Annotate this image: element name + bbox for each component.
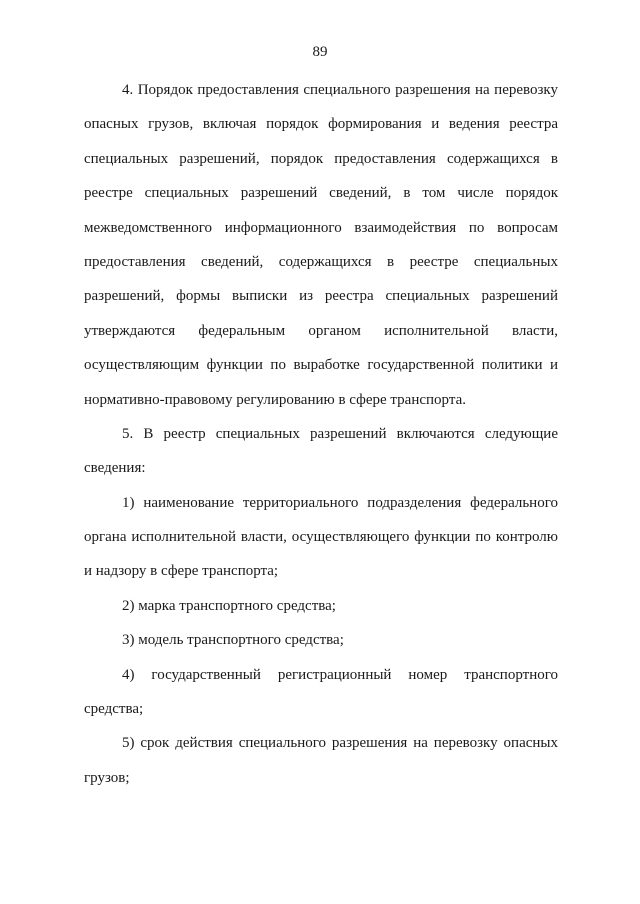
list-item-2 xyxy=(84,593,558,627)
paragraph-line: 1) наименование территориального подразделения федерального xyxy=(122,494,558,511)
paragraph-line: 4. Порядок предоставления специального разрешения на перевозку xyxy=(122,82,558,98)
paragraph-line: 2) марка транспортного средства; xyxy=(122,597,336,614)
list-item-1 xyxy=(84,490,558,593)
list-item-3 xyxy=(84,627,558,661)
paragraph-line: средства; xyxy=(84,701,144,718)
paragraph-line: и надзору в сфере транспорта; xyxy=(84,563,279,580)
paragraph-line: реестре специальных разрешений сведений, в том числе порядок xyxy=(84,185,558,202)
list-item-5 xyxy=(84,730,558,799)
paragraph-4 xyxy=(84,77,558,421)
paragraph-line: осуществляющим функции по выработке государственной политики и xyxy=(84,357,558,374)
paragraph-line: 5. В реестр специальных разрешений включаются следующие xyxy=(122,425,558,442)
list-item-4 xyxy=(84,662,558,731)
page-number: 89 xyxy=(312,44,328,60)
paragraph-line: опасных грузов, включая порядок формирования и ведения реестра xyxy=(84,116,558,133)
paragraph-line: межведомственного информационного взаимодействия по вопросам xyxy=(84,219,558,236)
paragraph-line: специальных разрешений, порядок предоставления содержащихся в xyxy=(84,150,558,167)
paragraph-line: разрешений, формы выписки из реестра специальных разрешений xyxy=(84,288,558,305)
document-body xyxy=(84,77,558,799)
paragraph-line: утверждаются федеральным органом исполнительной власти, xyxy=(84,322,558,339)
paragraph-line: предоставления сведений, содержащихся в реестре специальных xyxy=(84,253,558,270)
paragraph-line: сведения: xyxy=(84,460,146,477)
paragraph-line: нормативно-правовому регулированию в сфере транспорта. xyxy=(84,391,466,408)
paragraph-line: органа исполнительной власти, осуществляющего функции по контролю xyxy=(84,529,558,546)
paragraph-5 xyxy=(84,421,558,490)
paragraph-line: 4) государственный регистрационный номер транспортного xyxy=(122,666,558,683)
paragraph-line: 3) модель транспортного средства; xyxy=(122,632,344,649)
paragraph-line: грузов; xyxy=(84,769,130,786)
paragraph-line: 5) срок действия специального разрешения на перевозку опасных xyxy=(122,735,558,752)
